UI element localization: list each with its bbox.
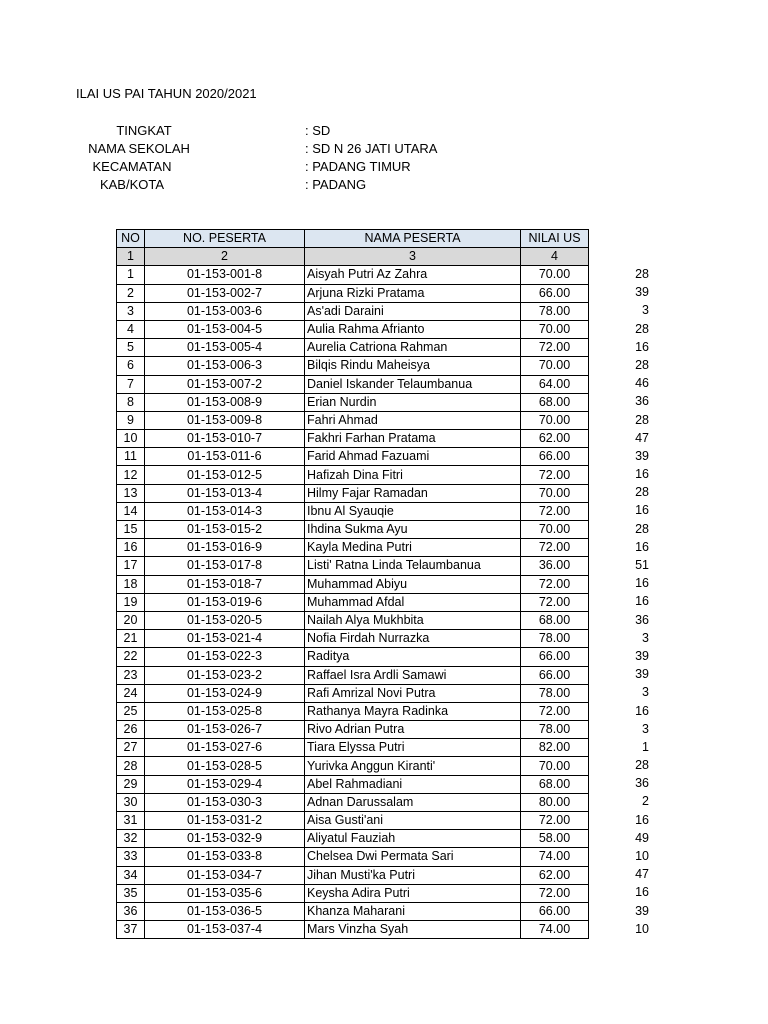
cell-nama-peserta: Aisyah Putri Az Zahra [305, 266, 521, 284]
cell-no-peserta: 01-153-024-9 [145, 684, 305, 702]
cell-nama-peserta: Jihan Musti'ka Putri [305, 866, 521, 884]
cell-nama-peserta: Daniel Iskander Telaumbanua [305, 375, 521, 393]
table-row [117, 557, 589, 575]
table-row [117, 357, 589, 375]
cell-no: 28 [117, 757, 145, 775]
cell-no-peserta: 01-153-005-4 [145, 339, 305, 357]
cell-no: 33 [117, 848, 145, 866]
cell-nilai-us: 72.00 [521, 702, 589, 720]
meta-label-kab-kota: KAB/KOTA [99, 177, 165, 192]
cell-nilai-us: 66.00 [521, 648, 589, 666]
cell-nilai-us: 68.00 [521, 775, 589, 793]
cell-nama-peserta: Rathanya Mayra Radinka [305, 702, 521, 720]
rank-value: 16 [635, 503, 649, 518]
cell-no-peserta: 01-153-002-7 [145, 284, 305, 302]
cell-no-peserta: 01-153-036-5 [145, 902, 305, 920]
table-row [117, 721, 589, 739]
meta-value-nama-sekolah: : SD N 26 JATI UTARA [305, 141, 438, 156]
table-row [117, 611, 589, 629]
cell-no-peserta: 01-153-001-8 [145, 266, 305, 284]
cell-nama-peserta: Aurelia Catriona Rahman [305, 339, 521, 357]
table-row [117, 575, 589, 593]
cell-nama-peserta: Hafizah Dina Fitri [305, 466, 521, 484]
cell-nilai-us: 72.00 [521, 575, 589, 593]
cell-no: 29 [117, 775, 145, 793]
cell-nilai-us: 70.00 [521, 411, 589, 429]
cell-nama-peserta: Aisa Gusti'ani [305, 812, 521, 830]
header-no-peserta: NO. PESERTA [145, 230, 305, 248]
cell-no: 7 [117, 375, 145, 393]
cell-no-peserta: 01-153-023-2 [145, 666, 305, 684]
cell-nilai-us: 66.00 [521, 902, 589, 920]
cell-no: 11 [117, 448, 145, 466]
cell-nilai-us: 70.00 [521, 484, 589, 502]
cell-no: 34 [117, 866, 145, 884]
rank-column [600, 265, 649, 938]
cell-nilai-us: 72.00 [521, 339, 589, 357]
cell-nama-peserta: Nailah Alya Mukhbita [305, 611, 521, 629]
cell-no-peserta: 01-153-027-6 [145, 739, 305, 757]
table-row [117, 684, 589, 702]
cell-nama-peserta: Raffael Isra Ardli Samawi [305, 666, 521, 684]
cell-nama-peserta: Listi' Ratna Linda Telaumbanua [305, 557, 521, 575]
cell-no-peserta: 01-153-019-6 [145, 593, 305, 611]
cell-no-peserta: 01-153-037-4 [145, 921, 305, 939]
cell-nilai-us: 66.00 [521, 284, 589, 302]
rank-value: 39 [635, 448, 649, 463]
cell-nilai-us: 68.00 [521, 611, 589, 629]
table-row [117, 411, 589, 429]
rank-value: 16 [635, 539, 649, 554]
rank-value: 16 [635, 576, 649, 591]
table-row [117, 320, 589, 338]
cell-nilai-us: 80.00 [521, 793, 589, 811]
cell-no-peserta: 01-153-018-7 [145, 575, 305, 593]
rank-value: 36 [635, 612, 649, 627]
cell-nilai-us: 64.00 [521, 375, 589, 393]
header-no: NO [117, 230, 145, 248]
cell-no: 35 [117, 884, 145, 902]
cell-nama-peserta: Fahri Ahmad [305, 411, 521, 429]
cell-nama-peserta: Abel Rahmadiani [305, 775, 521, 793]
cell-no: 21 [117, 630, 145, 648]
cell-nama-peserta: Farid Ahmad Fazuami [305, 448, 521, 466]
cell-no: 37 [117, 921, 145, 939]
rank-value: 16 [635, 703, 649, 718]
meta-value-tingkat: : SD [305, 123, 331, 138]
cell-nilai-us: 70.00 [521, 357, 589, 375]
table-row [117, 757, 589, 775]
table-row [117, 593, 589, 611]
rank-value: 10 [635, 849, 649, 863]
cell-no-peserta: 01-153-017-8 [145, 557, 305, 575]
rank-value: 2 [642, 794, 649, 809]
table-row [117, 793, 589, 811]
cell-nama-peserta: Arjuna Rizki Pratama [305, 284, 521, 302]
table-row [117, 702, 589, 720]
column-index-row [117, 248, 589, 266]
cell-no-peserta: 01-153-015-2 [145, 521, 305, 539]
table-row [117, 521, 589, 539]
rank-value: 28 [635, 758, 649, 773]
table-row [117, 666, 589, 684]
cell-no-peserta: 01-153-030-3 [145, 793, 305, 811]
cell-nama-peserta: Chelsea Dwi Permata Sari [305, 848, 521, 866]
cell-nama-peserta: Yurivka Anggun Kiranti' [305, 757, 521, 775]
table-row [117, 266, 589, 284]
cell-no-peserta: 01-153-007-2 [145, 375, 305, 393]
cell-no-peserta: 01-153-028-5 [145, 757, 305, 775]
meta-label-nama-sekolah: NAMA SEKOLAH [88, 141, 190, 156]
cell-nama-peserta: Mars Vinzha Syah [305, 921, 521, 939]
column-index-3: 3 [305, 248, 521, 266]
cell-nilai-us: 36.00 [521, 557, 589, 575]
cell-nama-peserta: Aulia Rahma Afrianto [305, 320, 521, 338]
cell-no-peserta: 01-153-016-9 [145, 539, 305, 557]
cell-nilai-us: 78.00 [521, 684, 589, 702]
cell-no-peserta: 01-153-011-6 [145, 448, 305, 466]
cell-no-peserta: 01-153-009-8 [145, 411, 305, 429]
cell-no-peserta: 01-153-022-3 [145, 648, 305, 666]
cell-nama-peserta: Raditya [305, 648, 521, 666]
cell-no: 19 [117, 593, 145, 611]
rank-value: 28 [635, 357, 649, 372]
table-row [117, 484, 589, 502]
cell-nilai-us: 62.00 [521, 430, 589, 448]
cell-nilai-us: 66.00 [521, 448, 589, 466]
cell-no: 17 [117, 557, 145, 575]
rank-value: 3 [642, 303, 649, 318]
table-row [117, 830, 589, 848]
cell-no: 3 [117, 302, 145, 320]
grades-table-body [117, 266, 589, 939]
cell-no: 18 [117, 575, 145, 593]
cell-no: 12 [117, 466, 145, 484]
cell-nama-peserta: Rivo Adrian Putra [305, 721, 521, 739]
cell-no-peserta: 01-153-006-3 [145, 357, 305, 375]
cell-nama-peserta: Muhammad Afdal [305, 593, 521, 611]
cell-no: 10 [117, 430, 145, 448]
cell-nilai-us: 82.00 [521, 739, 589, 757]
rank-value: 39 [635, 667, 649, 682]
cell-no-peserta: 01-153-025-8 [145, 702, 305, 720]
column-index-1: 1 [117, 248, 145, 266]
rank-value: 36 [635, 394, 649, 409]
cell-no-peserta: 01-153-031-2 [145, 812, 305, 830]
cell-nilai-us: 72.00 [521, 539, 589, 557]
cell-nama-peserta: Bilqis Rindu Maheisya [305, 357, 521, 375]
cell-nama-peserta: Keysha Adira Putri [305, 884, 521, 902]
cell-nilai-us: 70.00 [521, 320, 589, 338]
cell-no: 25 [117, 702, 145, 720]
table-row [117, 884, 589, 902]
rank-value: 28 [635, 521, 649, 536]
cell-nilai-us: 70.00 [521, 266, 589, 284]
cell-no: 32 [117, 830, 145, 848]
cell-no-peserta: 01-153-012-5 [145, 466, 305, 484]
rank-value: 3 [642, 721, 649, 736]
table-row [117, 848, 589, 866]
cell-no: 20 [117, 611, 145, 629]
cell-no: 2 [117, 284, 145, 302]
cell-nilai-us: 72.00 [521, 812, 589, 830]
cell-no: 22 [117, 648, 145, 666]
header-nilai-us: NILAI US [521, 230, 589, 248]
document-title: ILAI US PAI TAHUN 2020/2021 [76, 86, 257, 101]
rank-value: 28 [635, 485, 649, 500]
cell-no: 26 [117, 721, 145, 739]
cell-no: 36 [117, 902, 145, 920]
cell-nama-peserta: Rafi Amrizal Novi Putra [305, 684, 521, 702]
header-nama-peserta: NAMA PESERTA [305, 230, 521, 248]
cell-nilai-us: 72.00 [521, 593, 589, 611]
table-row [117, 448, 589, 466]
table-row [117, 648, 589, 666]
cell-nama-peserta: As'adi Daraini [305, 302, 521, 320]
cell-nama-peserta: Ihdina Sukma Ayu [305, 521, 521, 539]
table-row [117, 539, 589, 557]
rank-value: 47 [635, 867, 649, 882]
rank-value: 10 [635, 921, 649, 936]
cell-nama-peserta: Aliyatul Fauziah [305, 830, 521, 848]
cell-nilai-us: 78.00 [521, 721, 589, 739]
cell-no: 23 [117, 666, 145, 684]
rank-value: 28 [635, 267, 649, 281]
cell-nilai-us: 78.00 [521, 630, 589, 648]
cell-nama-peserta: Kayla Medina Putri [305, 539, 521, 557]
table-row [117, 393, 589, 411]
meta-value-kab-kota: : PADANG [305, 177, 367, 192]
cell-no: 31 [117, 812, 145, 830]
table-row [117, 339, 589, 357]
cell-nama-peserta: Tiara Elyssa Putri [305, 739, 521, 757]
table-row [117, 284, 589, 302]
cell-no-peserta: 01-153-010-7 [145, 430, 305, 448]
cell-nama-peserta: Nofia Firdah Nurrazka [305, 630, 521, 648]
cell-no-peserta: 01-153-013-4 [145, 484, 305, 502]
rank-value: 16 [635, 339, 649, 354]
meta-label-kecamatan: KECAMATAN [92, 159, 172, 174]
cell-nilai-us: 74.00 [521, 921, 589, 939]
cell-no: 30 [117, 793, 145, 811]
table-row [117, 302, 589, 320]
cell-no: 24 [117, 684, 145, 702]
cell-no-peserta: 01-153-035-6 [145, 884, 305, 902]
cell-nilai-us: 58.00 [521, 830, 589, 848]
cell-nilai-us: 74.00 [521, 848, 589, 866]
table-row [117, 375, 589, 393]
cell-no-peserta: 01-153-003-6 [145, 302, 305, 320]
cell-nama-peserta: Muhammad Abiyu [305, 575, 521, 593]
rank-value: 3 [642, 685, 649, 700]
rank-value: 28 [635, 412, 649, 427]
rank-value: 47 [635, 430, 649, 445]
cell-no-peserta: 01-153-020-5 [145, 611, 305, 629]
cell-no-peserta: 01-153-032-9 [145, 830, 305, 848]
rank-value: 51 [635, 558, 649, 572]
cell-nilai-us: 70.00 [521, 757, 589, 775]
cell-no: 14 [117, 502, 145, 520]
cell-no: 8 [117, 393, 145, 411]
cell-no: 15 [117, 521, 145, 539]
table-row [117, 630, 589, 648]
table-row [117, 902, 589, 920]
rank-value: 16 [635, 812, 649, 827]
column-index-4: 4 [521, 248, 589, 266]
meta-label-tingkat: TINGKAT [116, 123, 172, 138]
rank-value: 36 [635, 776, 649, 791]
rank-value: 16 [635, 885, 649, 900]
cell-no: 6 [117, 357, 145, 375]
cell-no-peserta: 01-153-029-4 [145, 775, 305, 793]
table-row [117, 739, 589, 757]
table-row [117, 812, 589, 830]
rank-value: 39 [635, 285, 649, 300]
cell-no: 9 [117, 411, 145, 429]
table-row [117, 775, 589, 793]
table-row [117, 502, 589, 520]
cell-nama-peserta: Ibnu Al Syauqie [305, 502, 521, 520]
cell-no-peserta: 01-153-033-8 [145, 848, 305, 866]
cell-no-peserta: 01-153-026-7 [145, 721, 305, 739]
rank-value: 1 [642, 739, 649, 754]
table-row [117, 430, 589, 448]
cell-nilai-us: 70.00 [521, 521, 589, 539]
cell-nilai-us: 66.00 [521, 666, 589, 684]
cell-no-peserta: 01-153-014-3 [145, 502, 305, 520]
cell-no: 27 [117, 739, 145, 757]
rank-value: 39 [635, 903, 649, 918]
meta-value-kecamatan: : PADANG TIMUR [305, 159, 411, 174]
rank-value: 46 [635, 376, 649, 391]
table-row [117, 466, 589, 484]
cell-nama-peserta: Khanza Maharani [305, 902, 521, 920]
header-row [117, 230, 589, 248]
cell-nilai-us: 72.00 [521, 884, 589, 902]
cell-nama-peserta: Fakhri Farhan Pratama [305, 430, 521, 448]
table-row [117, 921, 589, 939]
cell-nilai-us: 68.00 [521, 393, 589, 411]
rank-value: 3 [642, 630, 649, 645]
rank-value: 39 [635, 648, 649, 663]
cell-nama-peserta: Hilmy Fajar Ramadan [305, 484, 521, 502]
cell-no-peserta: 01-153-021-4 [145, 630, 305, 648]
rank-value: 16 [635, 467, 649, 482]
grades-table [116, 229, 589, 939]
rank-value: 49 [635, 830, 649, 845]
cell-no-peserta: 01-153-008-9 [145, 393, 305, 411]
cell-nilai-us: 72.00 [521, 502, 589, 520]
cell-nama-peserta: Erian Nurdin [305, 393, 521, 411]
cell-no: 5 [117, 339, 145, 357]
cell-nilai-us: 62.00 [521, 866, 589, 884]
rank-value: 28 [635, 321, 649, 336]
cell-nilai-us: 78.00 [521, 302, 589, 320]
cell-no: 4 [117, 320, 145, 338]
cell-no: 1 [117, 266, 145, 284]
rank-value: 16 [635, 594, 649, 609]
cell-nilai-us: 72.00 [521, 466, 589, 484]
column-index-2: 2 [145, 248, 305, 266]
cell-no-peserta: 01-153-004-5 [145, 320, 305, 338]
cell-no-peserta: 01-153-034-7 [145, 866, 305, 884]
cell-nama-peserta: Adnan Darussalam [305, 793, 521, 811]
table-row [117, 866, 589, 884]
cell-no: 16 [117, 539, 145, 557]
cell-no: 13 [117, 484, 145, 502]
